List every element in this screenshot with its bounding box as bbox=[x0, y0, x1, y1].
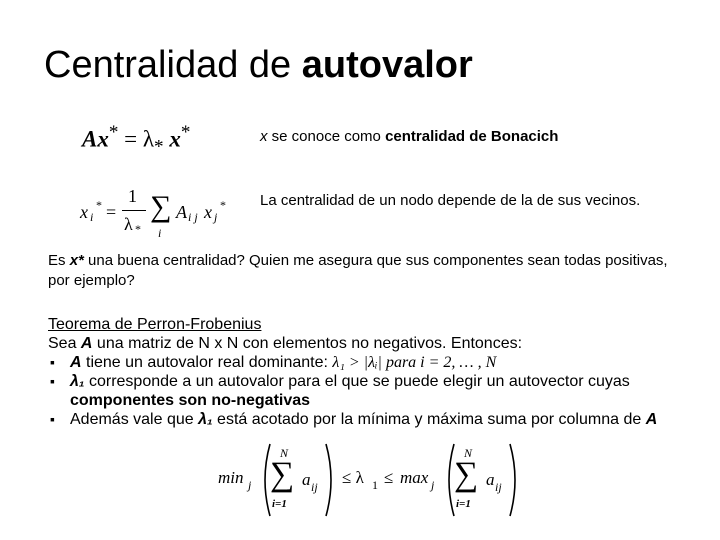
question-xstar: x* bbox=[69, 252, 84, 269]
question-paragraph bbox=[48, 251, 668, 291]
eq2-sum: ∑ bbox=[150, 190, 172, 223]
bonacich-note bbox=[260, 128, 558, 145]
bullet2-text: corresponde a un autovalor para el que se puede elegir un autovector cuyas bbox=[84, 373, 630, 390]
eq2-xj: x bbox=[204, 202, 212, 222]
bullet3-mid: está acotado por la mínima y máxima suma por columna de bbox=[212, 411, 646, 428]
eq2-sum-index: i bbox=[158, 226, 162, 240]
eq1-x: x bbox=[169, 126, 181, 152]
bullet1-a: A bbox=[70, 354, 82, 371]
theorem-bullet-2 bbox=[48, 372, 688, 391]
bullet3-a: A bbox=[645, 411, 658, 428]
eq2-lambda: λ bbox=[124, 214, 133, 234]
bullet2-lambda: λ₁ bbox=[70, 373, 85, 390]
eq1-lambda-sub: * bbox=[154, 136, 164, 158]
intro-post: una matriz de N x N con elementos no negativos. Entonces: bbox=[92, 335, 523, 352]
intro-pre: Sea bbox=[48, 335, 81, 352]
eq3-min-sub: j bbox=[248, 478, 252, 492]
eq3-a-1: a bbox=[302, 470, 311, 489]
theorem-bullet-1 bbox=[48, 353, 688, 372]
bonacich-text: se conoce como bbox=[267, 128, 386, 145]
theorem-block bbox=[48, 315, 688, 429]
question-pre: Es bbox=[48, 252, 70, 269]
eigen-equation bbox=[82, 122, 190, 158]
bullet3-lambda: λ₁ bbox=[198, 411, 213, 428]
theorem-intro bbox=[48, 334, 688, 353]
eq2-fraction-bar bbox=[122, 210, 146, 211]
eq3-right-paren-2 bbox=[508, 442, 522, 518]
eq1-star2: * bbox=[180, 122, 191, 143]
eq3-n-2: N bbox=[464, 446, 473, 460]
bullet3-pre: Además vale que bbox=[70, 411, 199, 428]
eq3-max: max bbox=[400, 468, 429, 487]
eq2-i: i bbox=[90, 210, 94, 224]
theorem-heading: Teorema de Perron-Frobenius bbox=[48, 316, 262, 333]
eq3-sum-1: ∑ bbox=[270, 456, 295, 493]
eq3-a-2: a bbox=[486, 470, 495, 489]
neighbors-note: La centralidad de un nodo depende de la de sus vecinos. bbox=[260, 192, 641, 209]
eq3-le-2: ≤ bbox=[384, 468, 394, 487]
bullet1-text: tiene un autovalor real dominante: bbox=[81, 354, 333, 371]
eq2-equals: = bbox=[106, 202, 117, 222]
eq1-ax: Ax bbox=[82, 126, 109, 152]
bonacich-bold: centralidad de Bonacich bbox=[385, 128, 559, 145]
eq3-n-1: N bbox=[280, 446, 289, 460]
eq1-star: * bbox=[108, 122, 119, 143]
eq2-x: x bbox=[80, 202, 88, 222]
eq3-min: min bbox=[218, 468, 244, 487]
title-normal-text: Centralidad de bbox=[44, 44, 302, 86]
eq3-i1-2: i=1 bbox=[456, 498, 471, 510]
bonacich-x: x bbox=[260, 128, 268, 145]
slide-title bbox=[44, 44, 473, 87]
eq2-xj-star: * bbox=[220, 198, 226, 212]
eq3-a-sub-2: ij bbox=[495, 480, 502, 494]
eq2-a: A bbox=[176, 202, 187, 222]
eq3-a-sub-1: ij bbox=[311, 480, 318, 494]
theorem-bullet-3 bbox=[48, 410, 688, 429]
eq2-star: * bbox=[96, 198, 102, 212]
eq2-one: 1 bbox=[128, 186, 137, 206]
question-post: una buena centralidad? Quien me asegura que sus componentes sean todas positivas, por ejemplo? bbox=[48, 252, 668, 289]
eq2-lambda-sub: * bbox=[135, 222, 141, 236]
intro-a: A bbox=[80, 335, 93, 352]
title-bold-text: autovalor bbox=[301, 44, 473, 86]
eq3-lambda-sub: 1 bbox=[372, 478, 378, 492]
theorem-bullet-2-cont bbox=[48, 391, 688, 410]
eq3-max-sub: j bbox=[431, 478, 435, 492]
centrality-equation bbox=[80, 186, 240, 240]
bullet1-math: λ₁ > |λᵢ| para i = 2, … , N bbox=[332, 354, 497, 371]
eq3-lambda: ≤ λ bbox=[342, 468, 364, 487]
bound-equation bbox=[218, 442, 538, 520]
eq3-i1-1: i=1 bbox=[272, 498, 287, 510]
eq3-sum-2: ∑ bbox=[454, 456, 479, 493]
eq3-right-paren-1 bbox=[324, 442, 338, 518]
eq1-lambda: = λ bbox=[118, 126, 155, 152]
bullet2-cont: componentes son no-negativas bbox=[70, 392, 311, 409]
eq2-j: j bbox=[214, 210, 218, 224]
eq2-a-sub: i j bbox=[188, 210, 198, 224]
